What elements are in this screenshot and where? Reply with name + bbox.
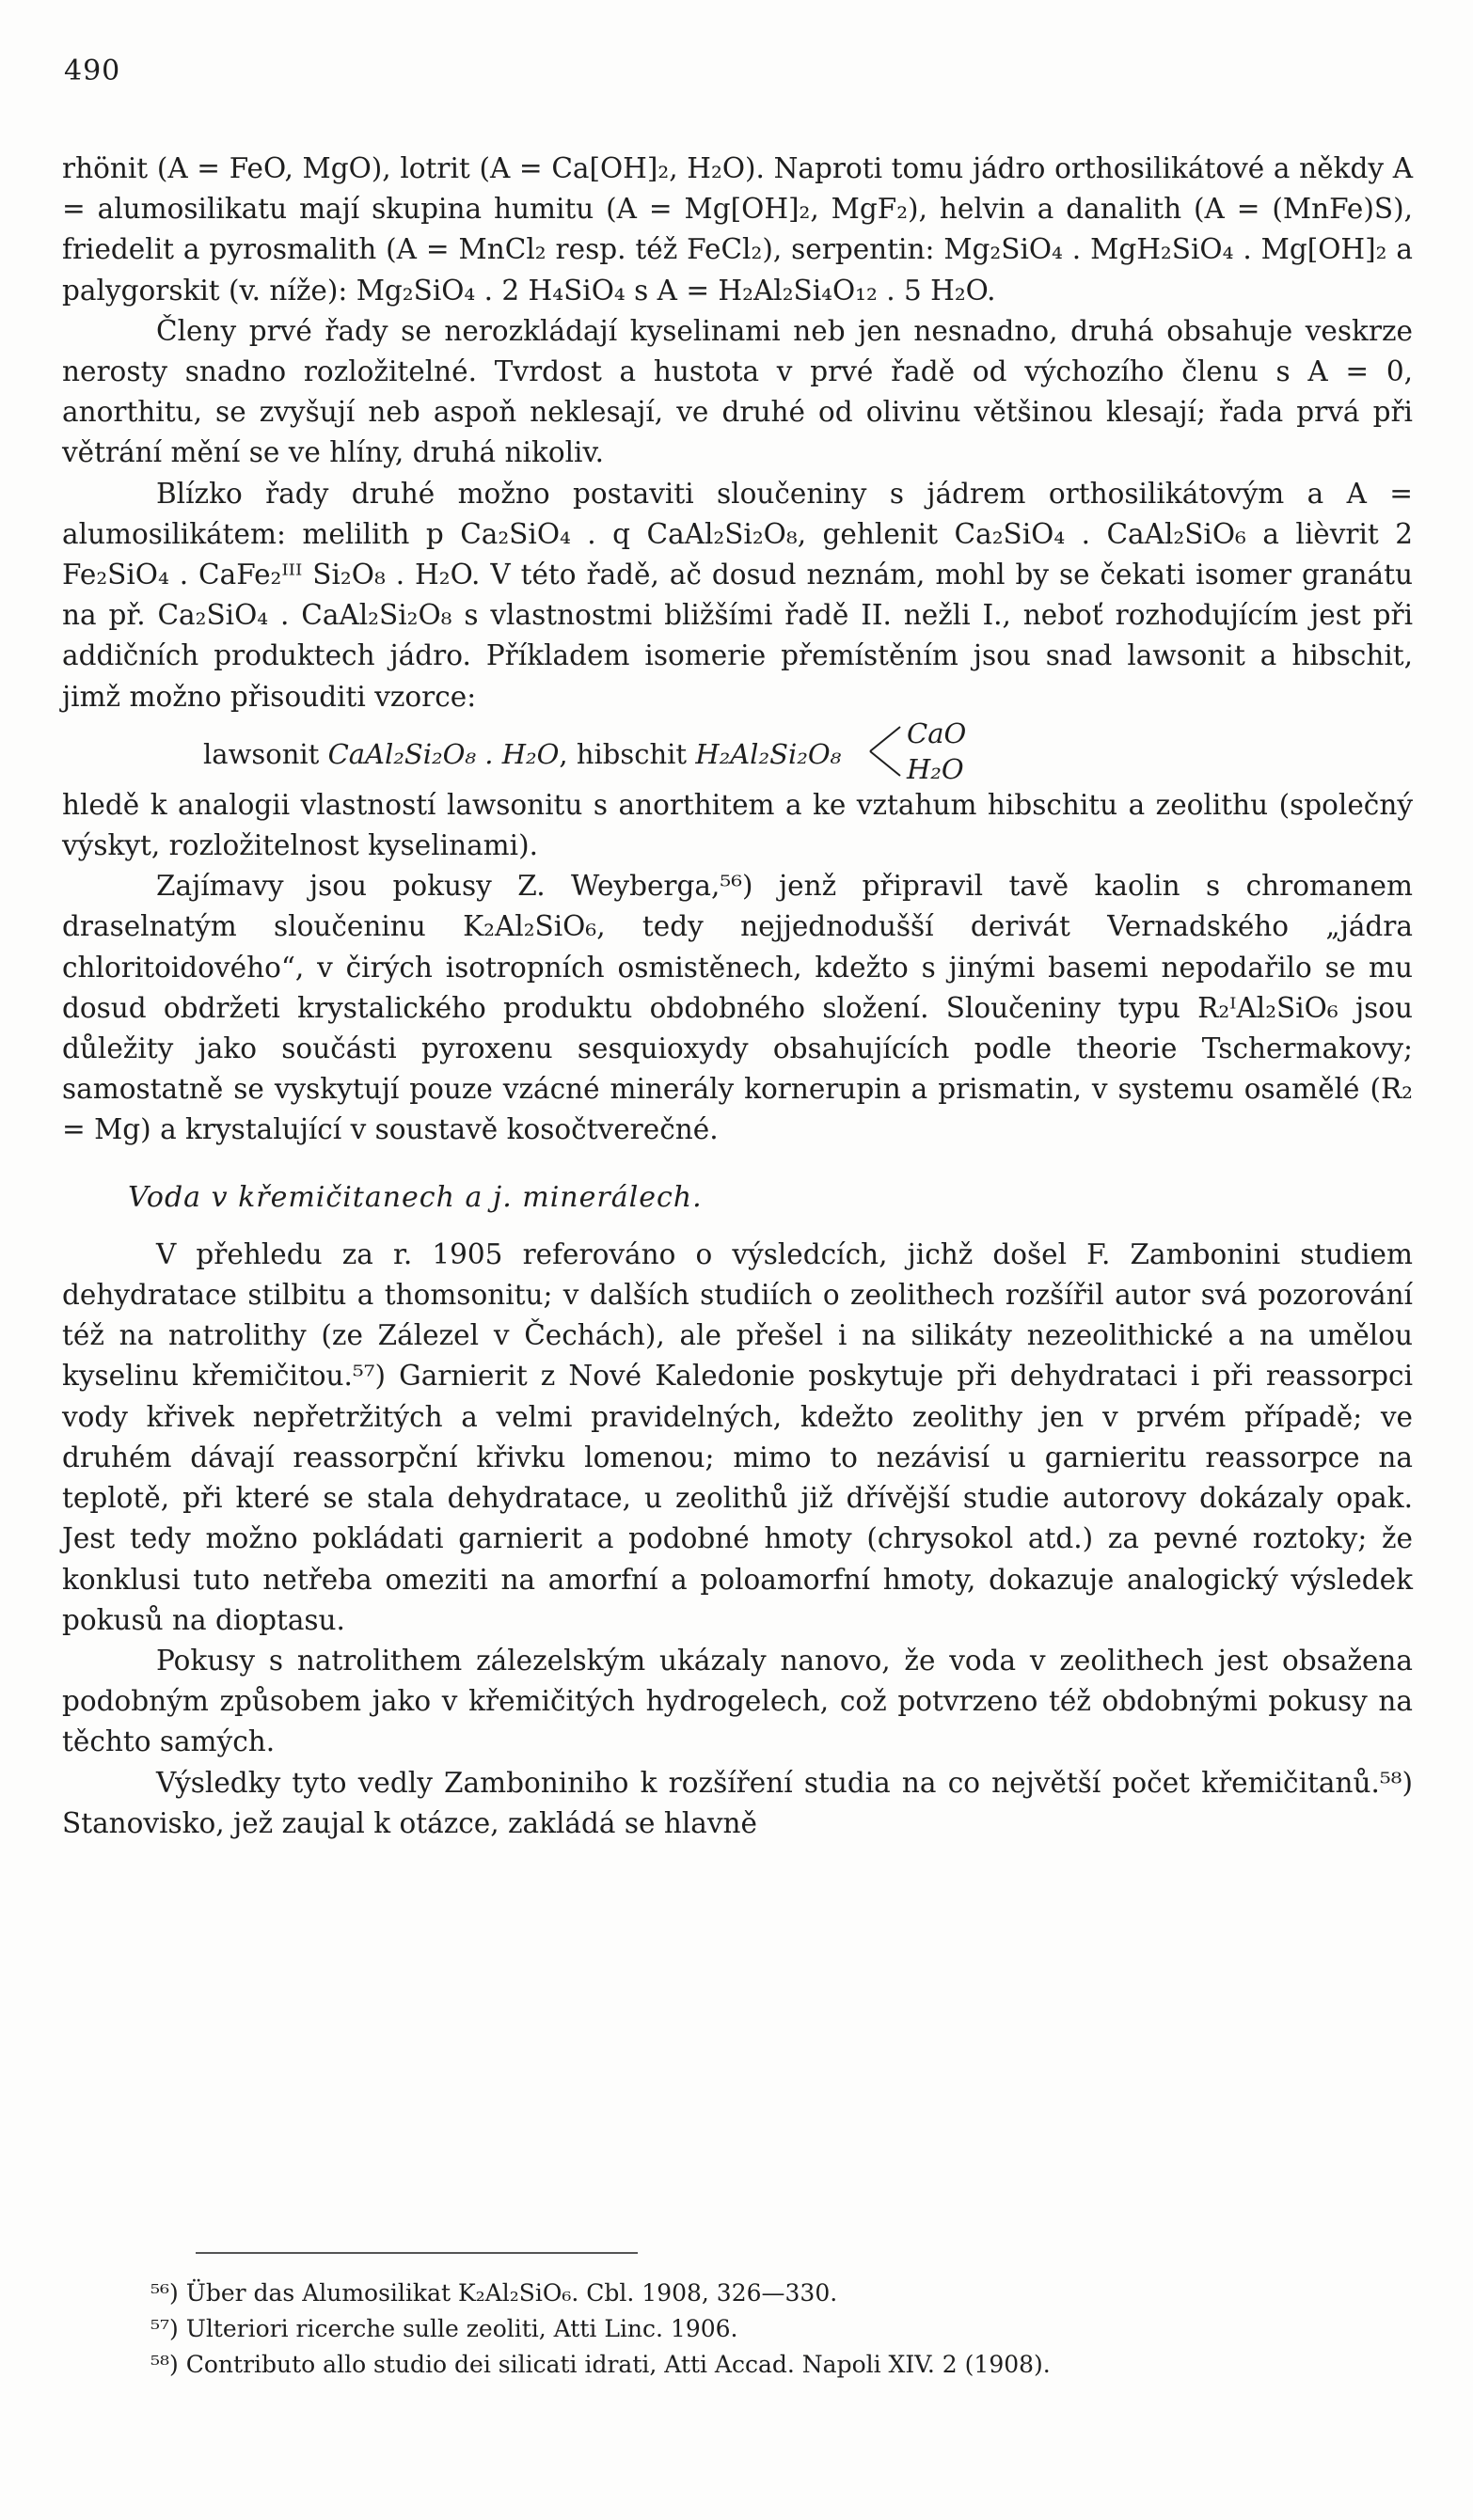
paragraph-3: Blízko řady druhé možno postaviti sloučeniny s jádrem orthosilikátovým a A = alumosilikátem: melilith p Ca₂SiO₄ . q CaAl₂Si₂O₈, gehlenit Ca₂SiO₄ . CaAl₂SiO₆ a lièvrit 2 Fe₂SiO₄ . CaFe₂ᴵᴵᴵ Si₂O₈ . H₂O. V této řadě, ač dosud neznám, mohl by se čekati isomer granátu na př. Ca₂SiO₄ . CaAl₂Si₂O₈ s vlastnostmi bližšími řadě II. nežli I., neboť rozhodujícím jest při addičních produktech jádro. Příkladem isomerie přemístěním jsou snad lawsonit a hibschit, jimž možno přisouditi vzorce: [62,477,1413,713]
footnotes [150,2276,1373,2383]
lawsonit-label: lawsonit [203,737,320,770]
formula-left [203,734,841,775]
footnote-58: ⁵⁸) Contributo allo studio dei silicati idrati, Atti Accad. Napoli XIV. 2 (1908). [150,2351,1051,2378]
hibschit-lower-group: H₂O [907,752,964,785]
paragraph-2: Členy prvé řady se nerozkládají kyselinami neb jen nesnadno, druhá obsahuje veskrze nerosty snadno rozložitelné. Tvrdost a hustota v prvé řadě od výchozího členu s A = 0, anorthitu, se zvyšují neb aspoň neklesají, ve druhé od olivinu většinou klesají; řada prvá při větrání mění se ve hlíny, druhá nikoliv. [62,314,1413,469]
paragraph-1: rhönit (A = FeO, MgO), lotrit (A = Ca[OH]₂, H₂O). Naproti tomu jádro orthosilikátové a někdy A = alumosilikatu mají skupina humitu (A = Mg[OH]₂, MgF₂), helvin a danalith (A = (MnFe)S), friedelit a pyrosmalith (A = MnCl₂ resp. též FeCl₂), serpentin: Mg₂SiO₄ . MgH₂SiO₄ . Mg[OH]₂ a palygorskit (v. níže): Mg₂SiO₄ . 2 H₄SiO₄ s A = H₂Al₂Si₄O₁₂ . 5 H₂O. [62,152,1413,307]
paragraph-7: Pokusy s natrolithem zálezelským ukázaly nanovo, že voda v zeolithech jest obsažena podobným způsobem jako v křemičitých hydrogelech, což potvrzeno též obdobnými pokusy na těchto samých. [62,1644,1413,1758]
formula-line [62,717,1413,785]
hibschit-formula: H₂Al₂Si₂O₈ [695,737,842,770]
paragraph-5: Zajímavy jsou pokusy Z. Weyberga,⁵⁶) jenž připravil tavě kaolin s chromanem draselnatým sloučeninu K₂Al₂SiO₆, tedy nejjednodušší derivát Vernadského „jádra chloritoidového“, v čirých isotropních osmistěnech, kdežto s jinými basemi nepodařilo se mu dosud obdržeti krystalického produktu obdobného složení. Sloučeniny typu R₂ᴵAl₂SiO₆ jsou důležity jako součásti pyroxenu sesquioxydy obsahujících podle theorie Tschermakovy; samostatně se vyskytují pouze vzácné minerály kornerupin a prismatin, v systemu osamělé (R₂ = Mg) a krystalující v soustavě kosočtverečné. [62,870,1413,1146]
section-heading: Voda v křemičitanech a j. minerálech. [128,1180,703,1214]
page-number: 490 [64,55,121,87]
paragraph-8: Výsledky tyto vedly Zamboniniho k rozšíření studia na co největší počet křemičitanů.⁵⁸) Stanovisko, jež zaujal k otázce, zakládá se hlavně [62,1766,1413,1839]
footnote-divider [196,2252,638,2254]
body-text [62,149,1413,1844]
lawsonit-formula: CaAl₂Si₂O₈ . H₂O [327,737,560,770]
branch-bracket [866,721,904,781]
paragraph-4: hledě k analogii vlastností lawsonitu s anorthitem a ke vztahum hibschitu a zeolithu (společný výskyt, rozložitelnost kyselinami). [62,788,1413,862]
footnote-57: ⁵⁷) Ulteriori ricerche sulle zeoliti, Atti Linc. 1906. [150,2315,738,2342]
hibschit-upper-group: CaO [907,717,967,749]
paragraph-6: V přehledu za r. 1905 referováno o výsledcích, jichž došel F. Zamboninі studiem dehydratace stilbitu a thomsonitu; v dalších studiích o zeolithech rozšířil autor svá pozorování též na natrolithy (ze Zálezel v Čechách), ale přešel i na silikáty nezeolithické a na umělou kyselinu křemičitou.⁵⁷) Garnierit z Nové Kaledonie poskytuje při dehydrataci i při reassorpci vody křivek nepřetržitých a velmi pravidelných, kdežto zeolithy jen v prvém případě; ve druhém dávají reassorpční křivku lomenou; mimo to nezávisí u garnieritu reassorpce na teplotě, při které se stala dehydratace, u zeolithů již dřívější studie autorovy dokázaly opak. Jest tedy možno pokládati garnierit a podobné hmoty (chrysokol atd.) za pevné roztoky; že konklusi tuto netřeba omeziti na amorfní a poloamorfní hmoty, dokazuje analogický výsledek pokusů na dioptasu. [62,1237,1413,1636]
hibschit-label: , hibschit [559,737,688,770]
footnote-56: ⁵⁶) Über das Alumosilikat K₂Al₂SiO₆. Cbl. 1908, 326—330. [150,2279,838,2307]
